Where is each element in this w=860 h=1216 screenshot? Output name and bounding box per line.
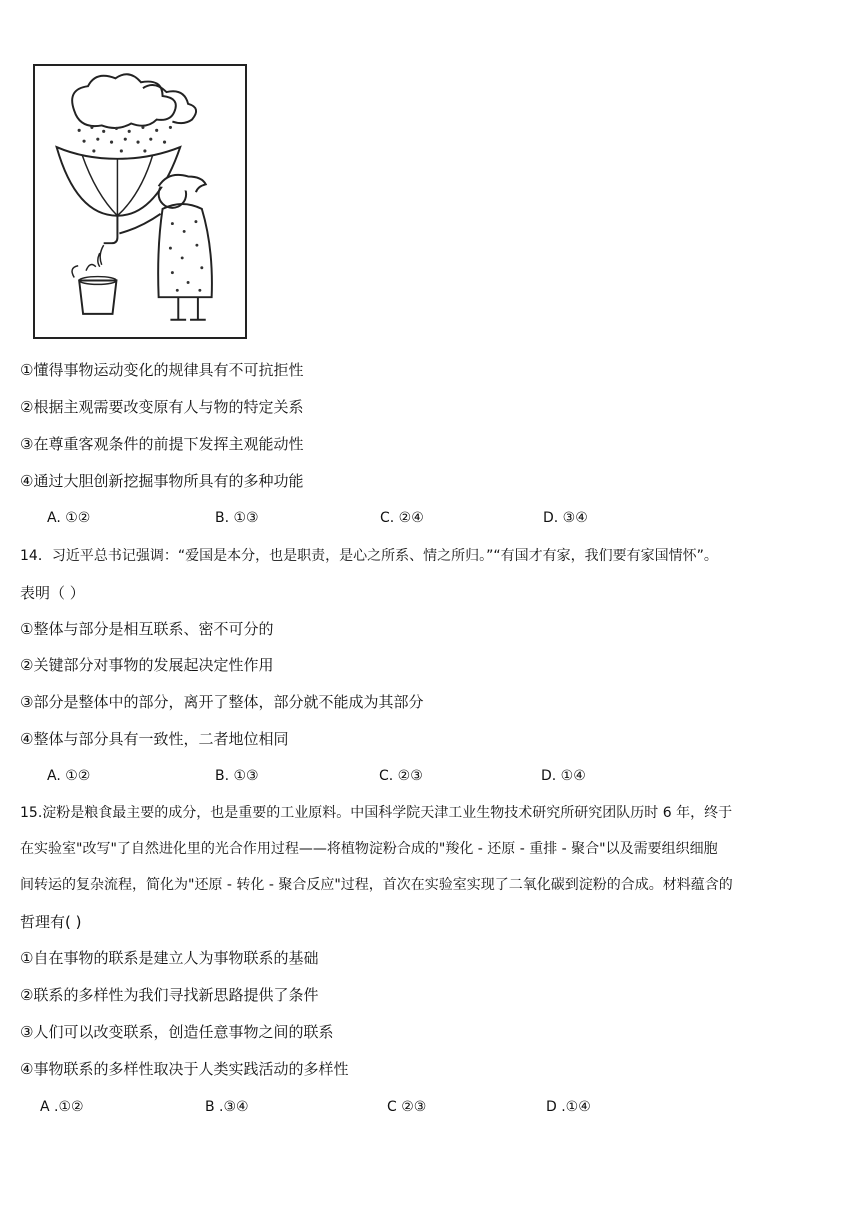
q13-option-b[interactable]: B. ①③ — [215, 510, 259, 526]
q15-statement-4: ④事物联系的多样性取决于人类实践活动的多样性 — [20, 1060, 349, 1078]
q15-stem-line-4: 哲理有( ) — [20, 913, 82, 931]
q15-stem-line-2: 在实验室"改写"了自然进化里的光合作用过程——将植物淀粉合成的"羧化 - 还原 - 重排 - 聚合"以及需要组织细胞 — [20, 841, 718, 857]
q15-option-d[interactable]: D .①④ — [546, 1099, 591, 1115]
q14-statement-4: ④整体与部分具有一致性，二者地位相同 — [20, 730, 289, 748]
cartoon-figure — [33, 64, 247, 339]
q14-statement-3: ③部分是整体中的部分，离开了整体，部分就不能成为其部分 — [20, 693, 424, 711]
q15-option-a[interactable]: A .①② — [40, 1099, 84, 1115]
q13-statement-1: ①懂得事物运动变化的规律具有不可抗拒性 — [20, 361, 304, 379]
q13-statement-4: ④通过大胆创新挖掘事物所具有的多种功能 — [20, 472, 304, 490]
q14-option-c[interactable]: C. ②③ — [379, 768, 423, 784]
q15-statement-1: ①自在事物的联系是建立人为事物联系的基础 — [20, 949, 319, 967]
q15-stem-line-1: 15.淀粉是粮食最主要的成分，也是重要的工业原料。中国科学院天津工业生物技术研究所研究团队历时 6 年，终于 — [20, 805, 733, 821]
q13-statement-2: ②根据主观需要改变原有人与物的特定关系 — [20, 398, 304, 416]
q13-statement-3: ③在尊重客观条件的前提下发挥主观能动性 — [20, 435, 304, 453]
q13-option-d[interactable]: D. ③④ — [543, 510, 588, 526]
q14-stem-line-1: 14．习近平总书记强调：“爱国是本分，也是职责，是心之所系、情之所归。”“有国才有家，我们要有家国情怀”。 — [20, 548, 718, 564]
q14-option-b[interactable]: B. ①③ — [215, 768, 259, 784]
q15-option-b[interactable]: B .③④ — [205, 1099, 249, 1115]
q14-statement-2: ②关键部分对事物的发展起决定性作用 — [20, 656, 274, 674]
cartoon-woman-umbrella-rain-icon — [35, 66, 245, 337]
q13-option-a[interactable]: A. ①② — [47, 510, 91, 526]
q14-option-d[interactable]: D. ①④ — [541, 768, 586, 784]
q14-statement-1: ①整体与部分是相互联系、密不可分的 — [20, 620, 274, 638]
q14-option-a[interactable]: A. ①② — [47, 768, 91, 784]
q14-stem-line-2: 表明（ ） — [20, 584, 85, 602]
q15-stem-line-3: 间转运的复杂流程，简化为"还原 - 转化 - 聚合反应"过程，首次在实验室实现了二氧化碳到淀粉的合成。材料蕴含的 — [20, 877, 733, 893]
q15-statement-3: ③人们可以改变联系，创造任意事物之间的联系 — [20, 1023, 334, 1041]
q15-statement-2: ②联系的多样性为我们寻找新思路提供了条件 — [20, 986, 319, 1004]
q13-option-c[interactable]: C. ②④ — [380, 510, 424, 526]
q15-option-c[interactable]: C ②③ — [387, 1099, 427, 1115]
